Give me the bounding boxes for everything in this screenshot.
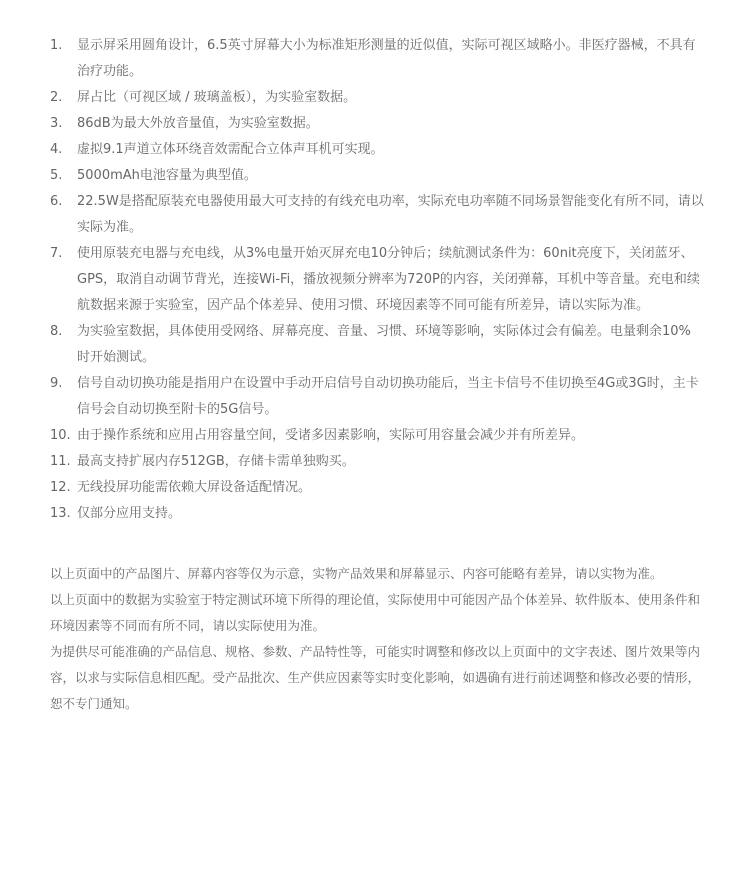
footnote-item: [50, 189, 706, 241]
disclaimer-paragraph: 以上页面中的产品图片、屏幕内容等仅为示意，实物产品效果和屏幕显示、内容可能略有差异，请以实物为准。: [50, 566, 663, 581]
footnote-text: 使用原装充电器与充电线，从3%电量开始灭屏充电10分钟后；续航测试条件为：60nit亮度下，关闭蓝牙、GPS，取消自动调节背光，连接Wi-Fi，播放视频分辨率为720P的内容，关闭弹幕，耳机中等音量。充电和续航数据来源于实验室，因产品个体差异、使用习惯、环境因素等不同可能有所差异，请以实际为准。: [77, 246, 700, 313]
footnote-text: 由于操作系统和应用占用容量空间，受诸多因素影响，实际可用容量会减少并有所差异。: [77, 428, 585, 443]
footnote-number: 12.: [50, 480, 71, 495]
footnote-item: [50, 241, 706, 319]
footnote-number: 10.: [50, 428, 71, 443]
footnote-item: [50, 85, 706, 111]
footnote-number: 3.: [50, 116, 63, 131]
footnote-item: [50, 319, 706, 371]
footnote-text: 信号自动切换功能是指用户在设置中手动开启信号自动切换功能后，当主卡信号不佳切换至4G或3G时，主卡信号会自动切换至附卡的5G信号。: [77, 376, 699, 417]
footnote-text: 为实验室数据，具体使用受网络、屏幕亮度、音量、习惯、环境等影响，实际体过会有偏差。电量剩余10% 时开始测试。: [77, 324, 691, 365]
footnote-list: [50, 33, 706, 527]
footnote-item: [50, 163, 706, 189]
footnote-item: [50, 371, 706, 423]
footnote-number: 5.: [50, 168, 63, 183]
footnote-item: [50, 501, 706, 527]
footnote-text: 屏占比（可视区域 / 玻璃盖板），为实验室数据。: [77, 90, 357, 105]
footnote-item: [50, 33, 706, 85]
footnote-text: 虚拟9.1声道立体环绕音效需配合立体声耳机可实现。: [77, 142, 384, 157]
footnote-item: [50, 111, 706, 137]
footnote-text: 5000mAh电池容量为典型值。: [77, 168, 257, 183]
footnote-text: 86dB为最大外放音量值，为实验室数据。: [77, 116, 319, 131]
footnote-text: 仅部分应用支持。: [77, 506, 182, 521]
disclaimer-paragraph: 为提供尽可能准确的产品信息、规格、参数、产品特性等，可能实时调整和修改以上页面中的文字表述、图片效果等内容，以求与实际信息相匹配。受产品批次、生产供应因素等实时变化影响，如遇确有进行前述调整和修改必要的情形，恕不专门通知。: [50, 644, 701, 711]
footnote-number: 11.: [50, 454, 71, 469]
footnote-item: [50, 137, 706, 163]
footnote-number: 6.: [50, 194, 63, 209]
footnote-item: [50, 475, 706, 501]
disclaimer-block: [50, 561, 706, 717]
footnote-number: 9.: [50, 376, 63, 391]
footnote-number: 7.: [50, 246, 63, 261]
footnote-number: 8.: [50, 324, 63, 339]
footnote-text: 显示屏采用圆角设计，6.5英寸屏幕大小为标准矩形测量的近似值，实际可视区域略小。非医疗器械，不具有治疗功能。: [77, 38, 696, 79]
footnote-text: 22.5W是搭配原装充电器使用最大可支持的有线充电功率，实际充电功率随不同场景智能变化有所不同，请以实际为准。: [77, 194, 704, 235]
footnote-item: [50, 423, 706, 449]
footnote-text: 最高支持扩展内存512GB，存储卡需单独购买。: [77, 454, 355, 469]
footnote-number: 13.: [50, 506, 71, 521]
footnote-number: 2.: [50, 90, 63, 105]
footnote-item: [50, 449, 706, 475]
disclaimer-paragraph: 以上页面中的数据为实验室于特定测试环境下所得的理论值，实际使用中可能因产品个体差异、软件版本、使用条件和环境因素等不同而有所不同，请以实际使用为准。: [50, 592, 701, 633]
footnote-number: 4.: [50, 142, 63, 157]
footnote-number: 1.: [50, 38, 63, 53]
footnote-text: 无线投屏功能需依赖大屏设备适配情况。: [77, 480, 312, 495]
